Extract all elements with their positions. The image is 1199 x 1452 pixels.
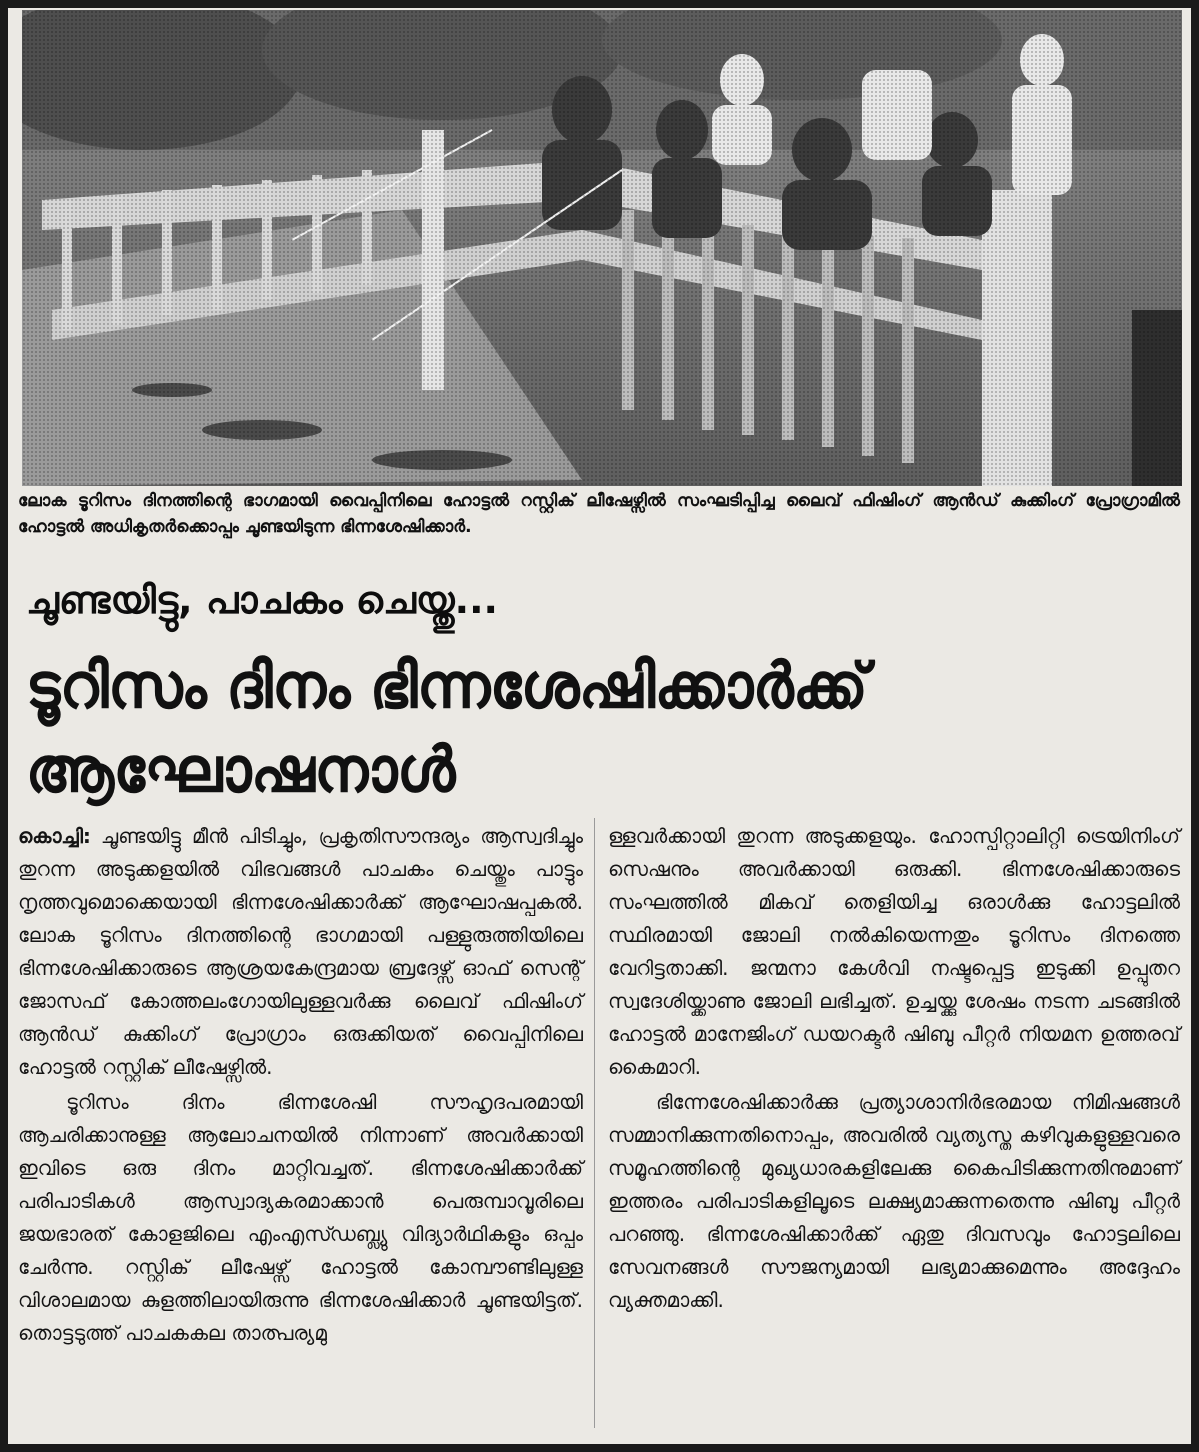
photo-caption: ലോക ടൂറിസം ദിനത്തിന്റെ ഭാഗമായി വൈപ്പിനിലെ ഹോട്ടൽ റസ്റ്റിക് ലീഷേഴ്സിൽ സംഘടിപ്പിച്ച ലൈവ് ഫിഷിംഗ് ആൻഡ് കുക്കിംഗ് പ്രോഗ്രാമിൽ ഹോട്ടൽ അധികൃതർക്കൊപ്പം ചൂണ്ടയിടുന്ന ഭിന്നശേഷിക്കാർ. <box>18 491 1180 537</box>
column-divider <box>594 818 595 1428</box>
paragraph-text: ചൂണ്ടയിട്ടു മീൻ പിടിച്ചും, പ്രകൃതിസൗന്ദര്യം ആസ്വദിച്ചും തുറന്ന അടുക്കളയിൽ വിഭവങ്ങൾ പാചകം ചെയ്തും പാട്ടും നൃത്തവുമൊക്കെയായി ഭിന്നശേഷിക്കാർക്ക് ആഘോഷപ്പകൽ. ലോക ടൂറിസം ദിനത്തിന്റെ ഭാഗമായി പള്ളുരുത്തിയിലെ ഭിന്നശേഷിക്കാരുടെ ആശ്രയകേന്ദ്രമായ ബ്രദേഴ്സ് ഓഫ് സെന്റ് ജോസഫ് കോത്തലംഗോയിലുള്ളവർക്കു ലൈവ് ഫിഷിംഗ് ആൻഡ് കുക്കിംഗ് പ്രോഗ്രാം ഒരുക്കിയത് വൈപ്പിനിലെ ഹോട്ടൽ റസ്റ്റിക് ലീഷേഴ്സിൽ. <box>18 824 583 1079</box>
article-paragraph <box>18 820 583 1084</box>
newspaper-clipping <box>8 8 1191 1444</box>
article-paragraph: ടൂറിസം ദിനം ഭിന്നശേഷി സൗഹൃദപരമായി ആചരിക്കാനുള്ള ആലോചനയിൽ നിന്നാണ് അവർക്കായി ഇവിടെ ഒരു ദിനം മാറ്റിവച്ചത്. ഭിന്നശേഷിക്കാർക്ക് പരിപാടികൾ ആസ്വാദ്യകരമാക്കാൻ പെരുമ്പാവൂരിലെ ജയഭാരത് കോളജിലെ എംഎസ്ഡബ്ല്യു വിദ്യാർഥികളും ഒപ്പം ചേർന്നു. റസ്റ്റിക് ലീഷേഴ്സ് ഹോട്ടൽ കോമ്പൗണ്ടിലുള്ള വിശാലമായ കുളത്തിലായിരുന്നു ഭിന്നശേഷിക്കാർ ചൂണ്ടയിട്ടത്. തൊട്ടടുത്ത് പാചകകല താത്പര്യമു <box>18 1090 583 1345</box>
main-headline <box>26 644 1096 812</box>
kicker-headline: ചൂണ്ടയിട്ടു, പാചകം ചെയ്തു... <box>26 578 498 622</box>
article-paragraph: ള്ളവർക്കായി തുറന്ന അടുക്കളയും. ഹോസ്പിറ്റാലിറ്റി ട്രെയിനിംഗ് സെഷനും അവർക്കായി ഒരുക്കി. ഭിന്നശേഷിക്കാരുടെ സംഘത്തിൽ മികവ് തെളിയിച്ച ഒരാൾക്കു ഹോട്ടലിൽ സ്ഥിരമായി ജോലി നൽകിയെന്നതും ടൂറിസം ദിനത്തെ വേറിട്ടതാക്കി. ജന്മനാ കേൾവി നഷ്ടപ്പെട്ട ഇടുക്കി ഉപ്പുതറ സ്വദേശിയ്ക്കാണു ജോലി ലഭിച്ചത്. ഉച്ചയ്ക്കു ശേഷം നടന്ന ചടങ്ങിൽ ഹോട്ടൽ മാനേജിംഗ് ഡയറക്ടർ ഷിബു പീറ്റർ നിയമന ഉത്തരവ് കൈമാറി. <box>608 824 1180 1079</box>
article-paragraph: ഭിന്നേശേഷിക്കാർക്കു പ്രത്യാശാനിർഭരമായ നിമിഷങ്ങൾ സമ്മാനിക്കുന്നതിനൊപ്പം, അവരിൽ വ്യത്യസ്ത കഴിവുകളുള്ളവരെ സമൂഹത്തിന്റെ മുഖ്യധാരകളിലേക്കു കൈപിടിക്കുന്നതിനുമാണ് ഇത്തരം പരിപാടികളിലൂടെ ലക്ഷ്യമാക്കുന്നതെന്നു ഷിബു പീറ്റർ പറഞ്ഞു. ഭിന്നശേഷിക്കാർക്ക് ഏതു ദിവസവും ഹോട്ടലിലെ സേവനങ്ങൾ സൗജന്യമായി ലഭ്യമാക്കുമെന്നും അദ്ദേഹം വ്യക്തമാക്കി. <box>608 1090 1180 1312</box>
dateline: കൊച്ചി: <box>18 824 91 848</box>
headline-line-1: ടൂറിസം ദിനം ഭിന്നശേഷിക്കാർക്ക് <box>26 649 868 722</box>
headline-line-2: ആഘോഷനാൾ <box>26 733 456 806</box>
article-column-right <box>608 820 1180 1317</box>
news-photo <box>22 10 1182 486</box>
fishing-scene-illustration <box>22 10 1182 486</box>
article-column-left <box>18 820 583 1350</box>
